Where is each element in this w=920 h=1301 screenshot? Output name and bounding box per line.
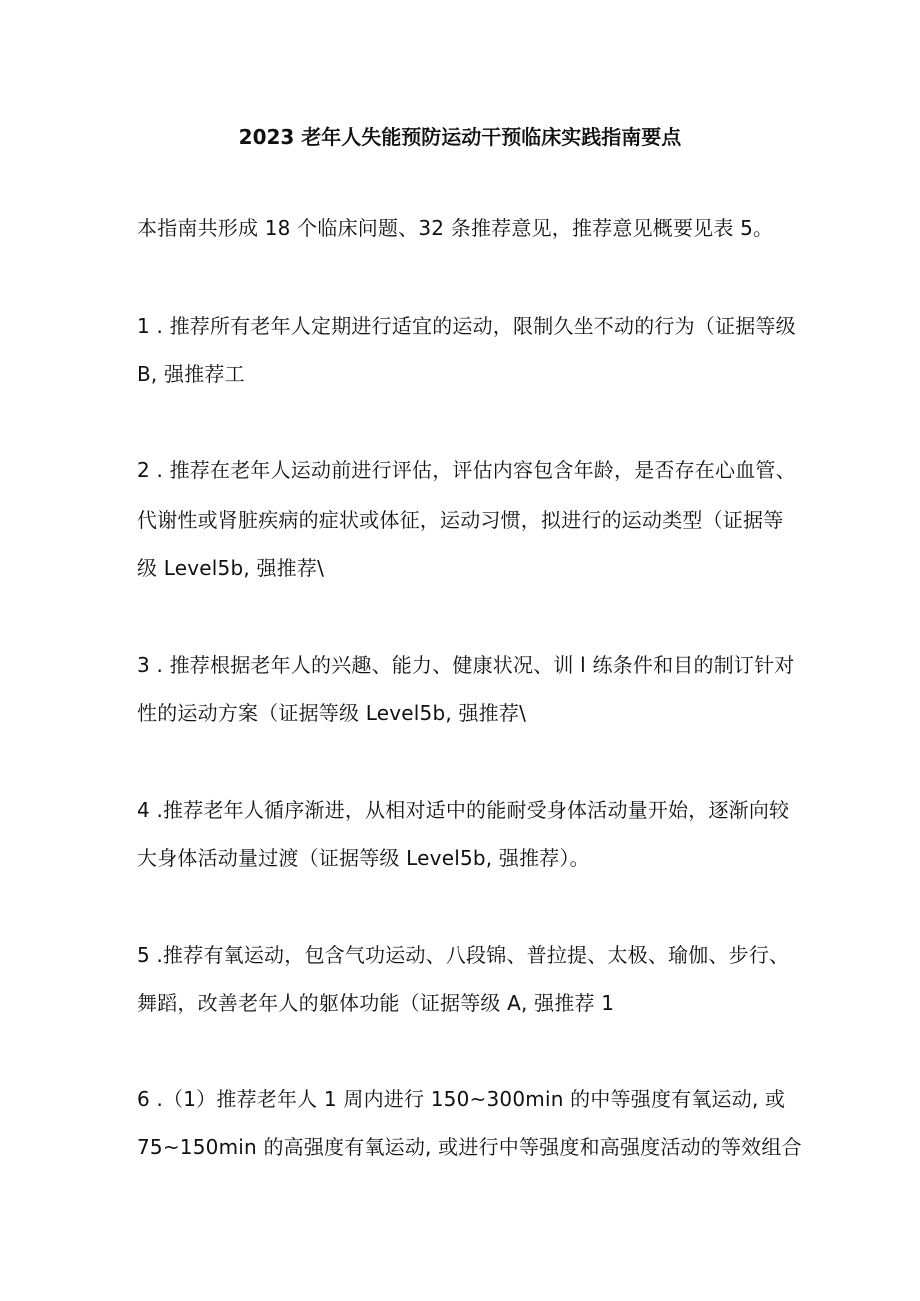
paragraph-line: 1 . 推荐所有老年人定期进行适宜的运动，限制久坐不动的行为（证据等级	[137, 314, 796, 338]
intro-paragraph: 本指南共形成 18 个临床问题、32 条推荐意见，推荐意见概要见表 5。	[137, 216, 774, 240]
paragraph-line: 级 Level5b, 强推荐\	[137, 556, 325, 580]
paragraph-line: 大身体活动量过渡（证据等级 Level5b, 强推荐）。	[137, 846, 590, 870]
paragraph-line: 4 .推荐老年人循序渐进，从相对适中的能耐受身体活动量开始，逐渐向较	[137, 798, 790, 822]
paragraph-line: 6 .（1）推荐老年人 1 周内进行 150~300min 的中等强度有氧运动, 或	[137, 1087, 786, 1111]
paragraph-line: 性的运动方案（证据等级 Level5b, 强推荐\	[137, 701, 527, 725]
paragraph-line: 5 .推荐有氧运动，包含气功运动、八段锦、普拉提、太极、瑜伽、步行、	[137, 943, 790, 967]
document-title: 2023 老年人失能预防运动干预临床实践指南要点	[238, 125, 682, 149]
paragraph-line: 3 . 推荐根据老年人的兴趣、能力、健康状况、训 l 练条件和目的制订针对	[137, 653, 795, 677]
paragraph-line: 代谢性或肾脏疾病的症状或体征，运动习惯，拟进行的运动类型（证据等	[137, 508, 784, 532]
paragraph-line: B, 强推荐工	[137, 362, 245, 386]
paragraph-line: 舞蹈，改善老年人的躯体功能（证据等级 A, 强推荐 1	[137, 991, 615, 1015]
paragraph-line: 75~150min 的高强度有氧运动, 或进行中等强度和高强度活动的等效组合	[137, 1135, 802, 1159]
paragraph-line: 2 . 推荐在老年人运动前进行评估，评估内容包含年龄，是否存在心血管、	[137, 458, 796, 482]
